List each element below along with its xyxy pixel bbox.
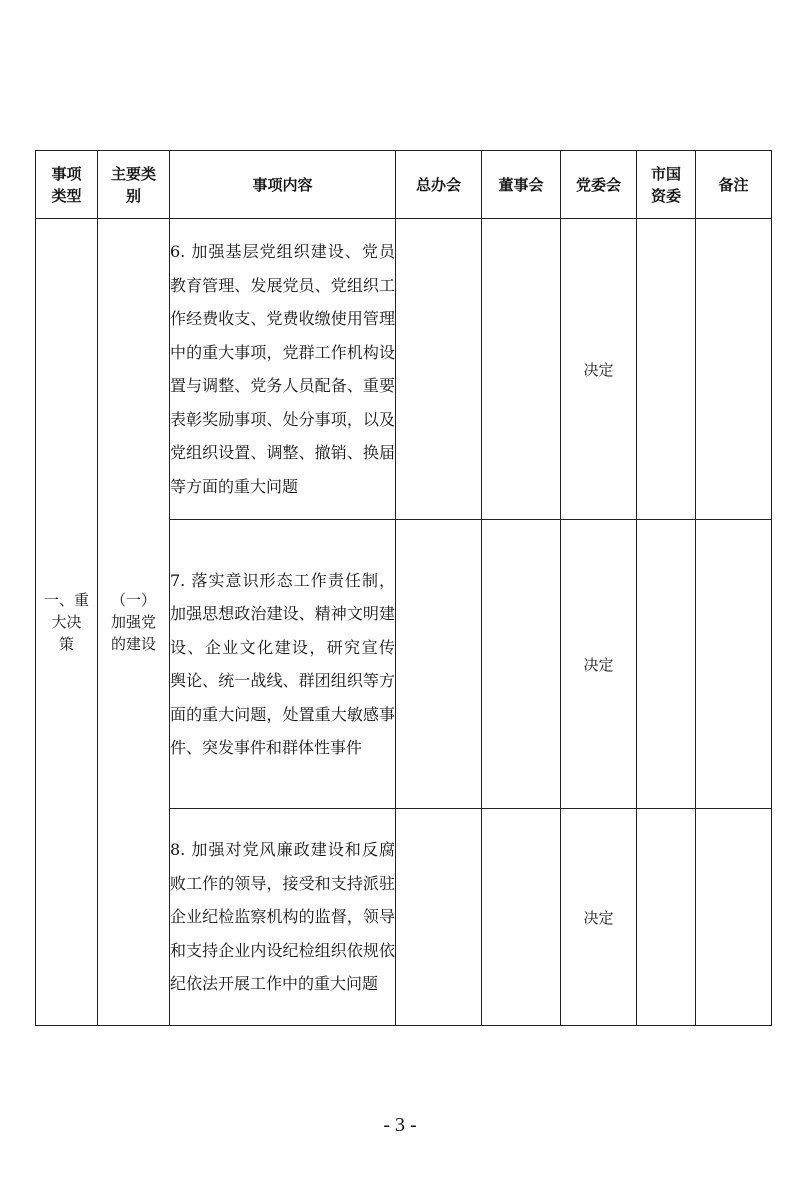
- sasac-cell: [637, 219, 696, 520]
- header-remarks: 备注: [696, 151, 772, 219]
- general-office-cell: [396, 520, 482, 809]
- general-office-cell: [396, 219, 482, 520]
- party-committee-cell: 决定: [561, 219, 637, 520]
- header-row: [36, 151, 772, 219]
- decision-matrix-table: [35, 150, 772, 1026]
- item-type-cell: 一、重 大决 策: [36, 219, 98, 1026]
- table-row: [36, 219, 772, 520]
- remarks-cell: [696, 219, 772, 520]
- remarks-cell: [696, 809, 772, 1026]
- board-cell: [482, 219, 561, 520]
- header-main-category: 主要类 别: [98, 151, 170, 219]
- header-sasac: 市国 资委: [637, 151, 696, 219]
- header-content: 事项内容: [170, 151, 396, 219]
- party-committee-cell: 决定: [561, 520, 637, 809]
- header-general-office: 总办会: [396, 151, 482, 219]
- board-cell: [482, 809, 561, 1026]
- general-office-cell: [396, 809, 482, 1026]
- page-number: - 3 -: [383, 1114, 417, 1136]
- content-cell: 6. 加强基层党组织建设、党员教育管理、发展党员、党组织工作经费收支、党费收缴使用管理中的重大事项，党群工作机构设置与调整、党务人员配备、重要表彰奖励事项、处分事项，以及党组织设置、调整、撤销、换届等方面的重大问题: [170, 219, 396, 520]
- sasac-cell: [637, 809, 696, 1026]
- content-cell: 8. 加强对党风廉政建设和反腐败工作的领导，接受和支持派驻企业纪检监察机构的监督，领导和支持企业内设纪检组织依规依纪依法开展工作中的重大问题: [170, 809, 396, 1026]
- remarks-cell: [696, 520, 772, 809]
- content-cell: 7. 落实意识形态工作责任制，加强思想政治建设、精神文明建设、企业文化建设，研究宣传 舆论、统一战线、群团组织等方面的重大问题，处置重大敏感事件、突发事件和群体性事件: [170, 520, 396, 809]
- party-committee-cell: 决定: [561, 809, 637, 1026]
- main-category-cell: （一） 加强党 的建设: [98, 219, 170, 1026]
- header-item-type: 事项 类型: [36, 151, 98, 219]
- header-board: 董事会: [482, 151, 561, 219]
- sasac-cell: [637, 520, 696, 809]
- header-party-committee: 党委会: [561, 151, 637, 219]
- board-cell: [482, 520, 561, 809]
